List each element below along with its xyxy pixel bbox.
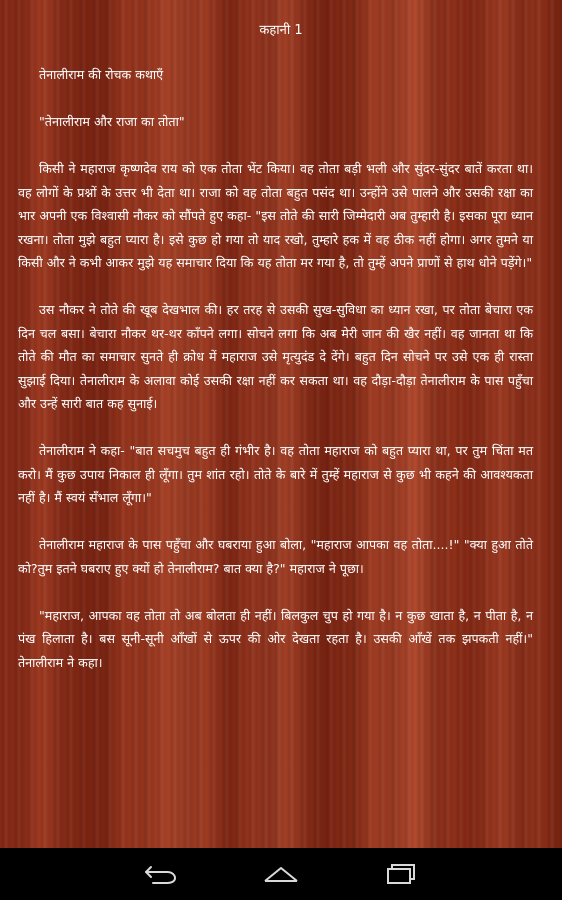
story-paragraph: उस नौकर ने तोते की खूब देखभाल की। हर तरह से उसकी सुख-सुविधा का ध्यान रखा, पर तोता बेचारा एक दिन चल बसा। बेचारा नौकर थर-थर काँपने लगा। सोचने लगा कि अब मेरी जान की खैर नहीं। वह जानता था कि तोते की मौत का समाचार सुनते ही क्रोध में महाराज उसे मृत्युदंड दे देंगे। बहुत दिन सोचने पर उसे एक ही रास्ता सुझाई दिया। तेनालीराम के अलावा कोई उसकी रक्षा नहीं कर सकता था। वह दौड़ा-दौड़ा तेनालीराम के पास पहुँचा और उन्हें सारी बात कह सुनाई। — [18, 302, 533, 411]
back-icon — [143, 863, 179, 885]
system-navigation-bar — [0, 848, 562, 900]
story-heading: तेनालीराम की रोचक कथाएँ — [39, 67, 164, 82]
story-title: "तेनालीराम और राजा का तोता" — [39, 114, 185, 129]
home-icon — [261, 863, 301, 885]
story-content[interactable] — [18, 63, 533, 698]
story-paragraph: किसी ने महाराज कृष्णदेव राय को एक तोता भेंट किया। वह तोता बड़ी भली और सुंदर-सुंदर बातें करता था। वह लोगों के प्रश्नों के उत्तर भी देता था। राजा को वह तोता बहुत पसंद था। उन्होंने उसे पालने और उसकी रक्षा का भार अपनी एक विश्वासी नौकर को सौंपते हुए कहा- "इस तोते की सारी जिम्मेदारी अब तुम्हारी है। इसका पूरा ध्यान रखना। तोता मुझे बहुत प्यारा है। इसे कुछ हो गया तो याद रखो, तुम्हारे हक में वह ठीक नहीं होगा। अगर तुमने या किसी और ने कभी आकर मुझे यह समाचार दिया कि यह तोता मर गया है, तो तुम्हें अपने प्राणों से हाथ धोने पड़ेंगे।" — [18, 161, 533, 270]
story-paragraph: "महाराज, आपका वह तोता तो अब बोलता ही नहीं। बिलकुल चुप हो गया है। न कुछ खाता है, न पीता है, न पंख हिलाता है। बस सूनी-सूनी आँखों से ऊपर की ओर देखता रहता है। उसकी आँखें तक झपकती नहीं।" तेनालीराम ने कहा। — [18, 607, 533, 670]
back-button[interactable] — [133, 856, 189, 892]
story-paragraph: तेनालीराम ने कहा- "बात सचमुच बहुत ही गंभीर है। वह तोता महाराज को बहुत प्यारा था, पर तुम चिंता मत करो। मैं कुछ उपाय निकाल ही लूँगा। तुम शांत रहो। तोते के बारे में तुम्हें महाराज से कुछ भी कहने की आवश्यकता नहीं है। मैं स्वयं सँभाल लूँगा।" — [18, 443, 533, 505]
page-title: कहानी 1 — [259, 23, 303, 38]
home-button[interactable] — [253, 856, 309, 892]
recent-apps-button[interactable] — [373, 856, 429, 892]
story-paragraph: तेनालीराम महाराज के पास पहुँचा और घबराया हुआ बोला, "महाराज आपका वह तोता....!" "क्या हुआ तोते को?तुम इतने घबराए हुए क्यों हो तेनालीराम? बात क्या है?" महाराज ने पूछा। — [18, 537, 533, 576]
recent-apps-icon — [383, 863, 419, 885]
